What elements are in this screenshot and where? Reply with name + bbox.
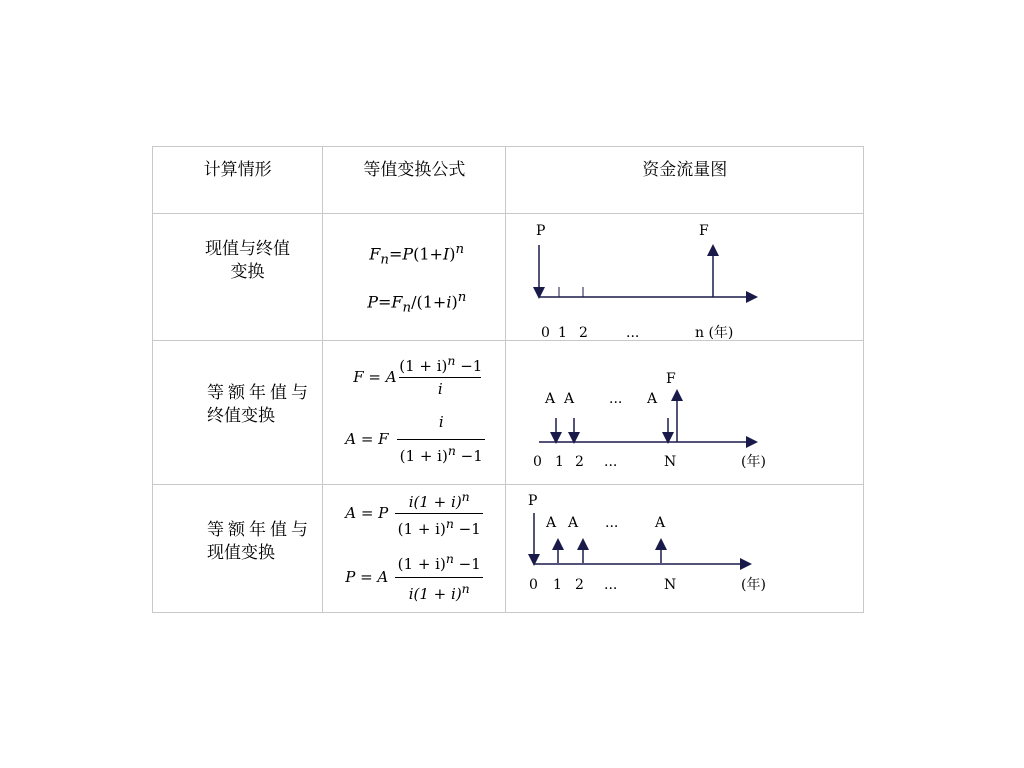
row-label <box>207 519 312 565</box>
diagram-label-a: A <box>568 514 579 531</box>
formula-subscript: n <box>380 252 389 268</box>
axis-tick-label: 1 <box>558 325 568 342</box>
fraction-numerator <box>395 551 483 573</box>
fraction-bar <box>397 439 485 440</box>
diagram-cell <box>506 214 864 341</box>
fraction-numerator-tail: −1 <box>455 357 483 376</box>
axis-tick-label: 1 <box>555 454 565 471</box>
header-row <box>153 147 864 214</box>
axis-tick-label: 2 <box>575 576 585 593</box>
axis-tick-label: 2 <box>579 325 589 342</box>
row-label-line: 等额年值与 <box>207 383 312 404</box>
formula-operator: ) <box>451 292 458 312</box>
header-diagram: 资金流量图 <box>642 160 728 180</box>
formula-exponent: n <box>455 242 465 258</box>
formula-operator: = <box>378 292 392 312</box>
axis-unit-label: (年) <box>741 454 767 471</box>
fraction-numerator-text: (1 + i) <box>399 357 448 376</box>
row-label-line: 现值与终值 <box>205 239 290 260</box>
row-label <box>205 238 290 284</box>
axis-tick-label: 1 <box>553 576 563 593</box>
axis-tick-label: n (年) <box>695 325 734 342</box>
formula-symbol: i <box>446 292 452 312</box>
formula-operator: (1+ <box>413 244 443 264</box>
fraction-denominator-tail: −1 <box>453 519 481 538</box>
formula-subscript: n <box>402 300 412 316</box>
fraction-numerator <box>399 353 481 375</box>
table-row <box>153 484 864 612</box>
formula-present-value <box>367 290 466 316</box>
diagram-label-p: P <box>528 492 538 509</box>
axis-tick-label: N <box>664 454 677 471</box>
formula-operator: /(1+ <box>411 292 447 312</box>
fraction-denominator <box>397 443 485 465</box>
cash-flow-formula-table <box>152 146 864 613</box>
cash-flow-diagram <box>506 485 863 613</box>
diagram-label-a: A <box>655 514 666 531</box>
header-situation: 计算情形 <box>203 160 272 180</box>
header-formula-cell <box>323 147 506 214</box>
fraction-bar <box>395 513 483 514</box>
header-formula: 等值变换公式 <box>363 160 466 180</box>
diagram-label-p: P <box>536 223 546 240</box>
formula-symbol: P <box>367 292 378 312</box>
formula-exponent: n <box>461 488 470 504</box>
diagram-label-a: A <box>545 391 556 408</box>
diagram-cell <box>506 341 864 484</box>
diagram-ellipsis: ... <box>605 514 619 531</box>
fraction-numerator-tail: −1 <box>453 554 481 573</box>
header-diagram-cell <box>506 147 864 214</box>
formula-lhs: A = P <box>345 503 389 522</box>
diagram-label-f: F <box>699 223 710 240</box>
formula-lhs: A = F <box>345 430 389 449</box>
formula-present-to-annuity <box>345 489 490 541</box>
formula-cell <box>323 484 506 612</box>
axis-tick-label: ... <box>626 325 640 342</box>
diagram-label-a: A <box>546 514 557 531</box>
axis-unit-label: (年) <box>741 576 767 593</box>
cash-flow-diagram <box>506 341 863 484</box>
table-row <box>153 341 864 484</box>
fraction-denominator-text: (1 + i) <box>397 519 446 538</box>
fraction-bar <box>395 577 483 578</box>
diagram-ellipsis: ... <box>609 391 623 408</box>
header-situation-cell <box>153 147 323 214</box>
axis-tick-label: 0 <box>541 325 551 342</box>
fraction-denominator-tail: −1 <box>455 447 483 466</box>
formula-future-value <box>369 242 464 268</box>
fraction-numerator: i <box>438 413 444 432</box>
formula-symbol: I <box>442 244 450 264</box>
fraction-denominator <box>395 516 483 538</box>
fraction-bar <box>399 377 481 378</box>
formula-exponent: n <box>445 515 454 531</box>
row-label-line: 变换 <box>230 262 265 283</box>
formula-symbol: F <box>391 292 403 312</box>
row-label-line: 终值变换 <box>207 406 275 427</box>
axis-tick-label: 0 <box>533 454 543 471</box>
formula-exponent: n <box>445 550 454 566</box>
formula-lhs: P = A <box>345 567 389 586</box>
axis-tick-label: N <box>664 576 677 593</box>
row-label-cell <box>153 214 323 341</box>
fraction-numerator-text: i(1 + i) <box>408 492 462 511</box>
fraction-numerator-text: (1 + i) <box>397 554 446 573</box>
axis-tick-label: ... <box>604 576 618 593</box>
formula-symbol: F <box>369 244 381 264</box>
formula-exponent: n <box>447 443 456 459</box>
row-label <box>207 382 312 428</box>
diagram-label-f: F <box>666 371 677 388</box>
fraction-denominator: i <box>437 380 443 399</box>
axis-tick-label: 2 <box>575 454 585 471</box>
diagram-label-a: A <box>564 391 575 408</box>
formula-cell <box>323 341 506 484</box>
axis-tick-label: 0 <box>529 576 539 593</box>
cash-flow-diagram <box>506 214 863 341</box>
formula-lhs: F = A <box>353 368 397 387</box>
formula-cell <box>323 214 506 341</box>
fraction-numerator <box>395 489 483 511</box>
fraction-denominator-text: i(1 + i) <box>408 584 462 603</box>
formula-exponent: n <box>457 290 467 306</box>
row-label-line: 现值变换 <box>207 542 275 563</box>
formula-future-to-annuity <box>345 413 490 465</box>
row-label-cell <box>153 341 323 484</box>
fraction-denominator <box>395 581 483 603</box>
axis-tick-label: ... <box>604 454 618 471</box>
formula-exponent: n <box>447 353 456 369</box>
formula-annuity-to-future <box>353 353 483 401</box>
diagram-label-a: A <box>647 391 658 408</box>
formula-symbol: P <box>402 244 414 264</box>
formula-operator: = <box>388 244 403 264</box>
row-label-cell <box>153 484 323 612</box>
table-row <box>153 214 864 341</box>
row-label-line: 等额年值与 <box>207 519 312 540</box>
diagram-cell <box>506 484 864 612</box>
fraction-denominator-text: (1 + i) <box>399 447 448 466</box>
formula-exponent: n <box>461 580 470 596</box>
formula-operator: ) <box>449 244 456 264</box>
formula-annuity-to-present <box>345 551 490 607</box>
